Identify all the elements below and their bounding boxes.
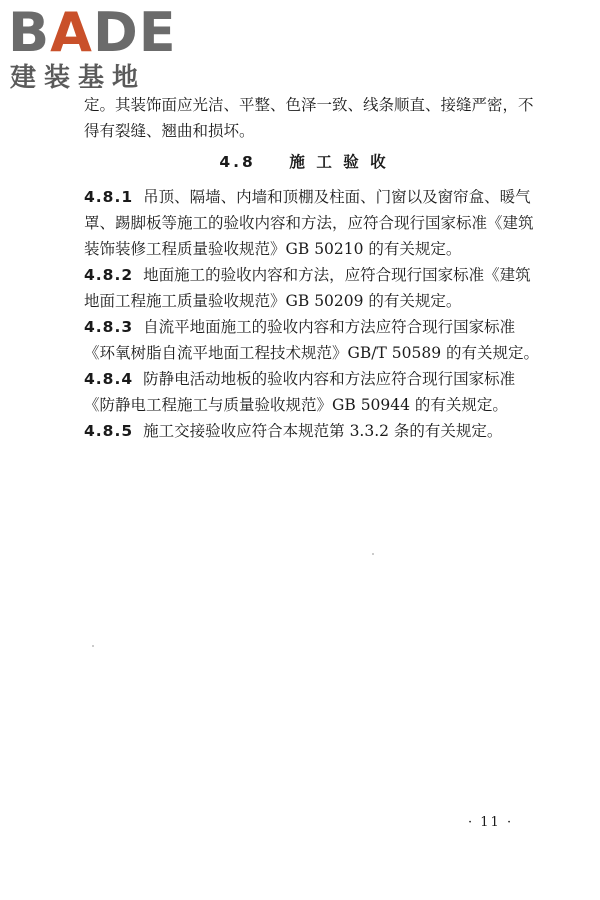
clause-number: 4.8.5 — [84, 422, 134, 440]
logo-subtitle: 建装基地 — [10, 63, 147, 93]
clause-item — [84, 418, 544, 444]
section-title-text: 施 工 验 收 — [289, 153, 389, 171]
section-number: 4.8 — [219, 153, 256, 171]
clause-item — [84, 314, 544, 366]
scan-speck — [372, 553, 374, 555]
clause-item — [84, 262, 544, 314]
intro-paragraph: 定。其装饰面应光洁、平整、色泽一致、线条顺直、接缝严密，不得有裂缝、翘曲和损坏。 — [84, 96, 534, 140]
bade-logo — [8, 1, 178, 96]
section-heading — [84, 150, 524, 172]
clause-number: 4.8.3 — [84, 318, 134, 336]
clause-text: 地面施工的验收内容和方法，应符合现行国家标准《建筑地面工程施工质量验收规范》GB 50209 的有关规定。 — [84, 266, 531, 310]
logo-wordmark: BADE — [8, 1, 177, 64]
clause-text: 施工交接验收应符合本规范第 3.3.2 条的有关规定。 — [143, 422, 503, 440]
clause-number: 4.8.2 — [84, 266, 134, 284]
clause-item — [84, 366, 544, 418]
clause-text: 防静电活动地板的验收内容和方法应符合现行国家标准《防静电工程施工与质量验收规范》GB 50944 的有关规定。 — [84, 370, 516, 414]
clause-number: 4.8.1 — [84, 188, 134, 206]
clause-number: 4.8.4 — [84, 370, 134, 388]
clause-list — [84, 184, 544, 444]
clause-text: 吊顶、隔墙、内墙和顶棚及柱面、门窗以及窗帘盒、暖气罩、踢脚板等施工的验收内容和方法，应符合现行国家标准《建筑装饰装修工程质量验收规范》GB 50210 的有关规定。 — [84, 188, 534, 258]
scan-speck — [92, 645, 94, 647]
clause-text: 自流平地面施工的验收内容和方法应符合现行国家标准《环氧树脂自流平地面工程技术规范》GB/T 50589 的有关规定。 — [84, 318, 539, 362]
clause-item — [84, 184, 544, 262]
page-number: · 11 · — [468, 815, 514, 830]
